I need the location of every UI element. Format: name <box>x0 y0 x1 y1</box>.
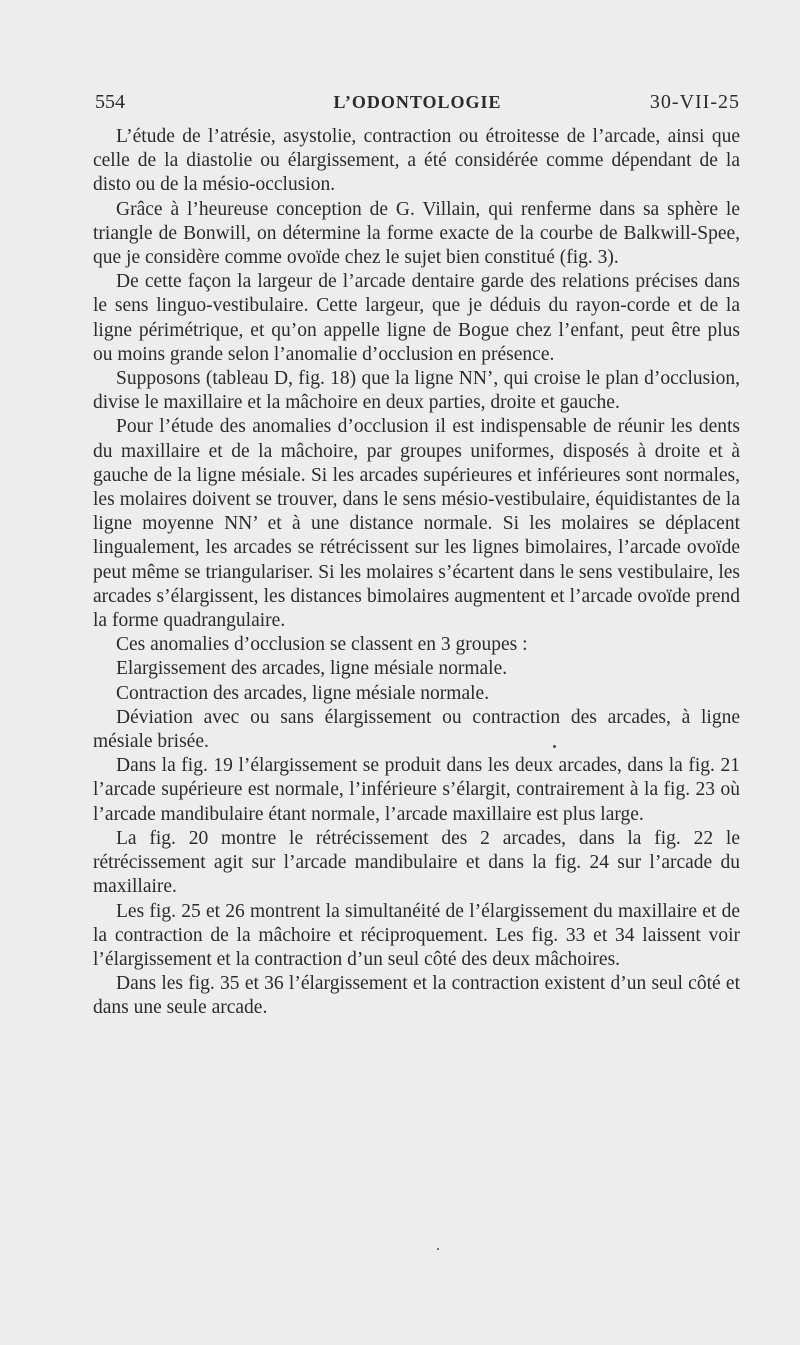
list-item: Contraction des arcades, ligne mésiale normale. <box>116 682 490 704</box>
paragraph: Ces anomalies d’occlusion se classent en 3 groupes : <box>116 634 528 656</box>
paragraph: De cette façon la largeur de l’arcade dentaire garde des relations précises dans le sens linguo-vestibulaire. Cette largeur, que je déduis du rayon-corde et de la ligne périmétrique, et qu’on appelle ligne de Bogue chez l’enfant, peut être plus ou moins grande selon l’anomalie d’occlusion en présence. <box>93 271 740 365</box>
issue-date: 30-VII-25 <box>649 91 740 113</box>
paragraph: Supposons (tableau D, fig. 18) que la ligne NN’, qui croise le plan d’occlusion, divise le maxillaire et la mâchoire en deux parties, droite et gauche. <box>93 368 740 414</box>
article-body <box>93 125 740 1021</box>
paragraph: Grâce à l’heureuse conception de G. Villain, qui renferme dans sa sphère le triangle de Bonwill, on détermine la forme exacte de la courbe de Balkwill-Spee, que je considère comme ovoïde chez le sujet bien constitué (fig. 3). <box>93 198 740 269</box>
page-number: 554 <box>95 91 125 113</box>
list-item: Elargissement des arcades, ligne mésiale normale. <box>116 658 508 680</box>
paragraph: La fig. 20 montre le rétrécissement des 2 arcades, dans la fig. 22 le rétrécissement agit sur l’arcade mandibulaire et dans la fig. 24 sur l’arcade du maxillaire. <box>93 827 740 898</box>
journal-title: L’ODONTOLOGIE <box>333 92 502 112</box>
paragraph: L’étude de l’atrésie, asystolie, contraction ou étroitesse de l’arcade, ainsi que celle de la diastolie ou élargissement, a été considérée comme dépendant de la disto ou de la mésio-occlusion. <box>93 126 740 196</box>
paragraph: Dans les fig. 35 et 36 l’élargissement et la contraction existent d’un seul côté et dans une seule arcade. <box>93 973 740 1019</box>
list-item: Déviation avec ou sans élargissement ou contraction des arcades, à ligne mésiale brisée. <box>93 706 740 753</box>
running-header <box>95 88 740 116</box>
ink-speck <box>553 745 556 748</box>
ink-speck <box>437 1248 439 1250</box>
paragraph: Les fig. 25 et 26 montrent la simultanéité de l’élargissement du maxillaire et de la contraction de la mâchoire et réciproquement. Les fig. 33 et 34 laissent voir l’élargissement et la contraction d’un seul côté des deux mâchoires. <box>93 900 740 970</box>
paragraph: Pour l’étude des anomalies d’occlusion il est indispensable de réunir les dents du maxillaire et de la mâchoire, par groupes uniformes, disposés à droite et à gauche de la ligne mésiale. Si les arcades supérieures et inférieures sont normales, les molaires doivent se trouver, dans le sens mésio-vestibulaire, équidistantes de la ligne moyenne NN’ et à une distance normale. Si les molaires se déplacent lingualement, les arcades se rétrécissent sur les lignes bimolaires, l’arcade ovoïde peut même se triangulariser. Si les molaires s’écartent dans le sens vestibulaire, les arcades s’élargissent, les distances bimolaires augmentent et l’arcade ovoïde prend la forme quadrangulaire. <box>93 416 740 632</box>
paragraph: Dans la fig. 19 l’élargissement se produit dans les deux arcades, dans la fig. 21 l’arcade supérieure est normale, l’inférieure s’élargit, contrairement à la fig. 23 où l’arcade mandibulaire étant normale, l’arcade maxillaire est plus large. <box>93 755 740 825</box>
